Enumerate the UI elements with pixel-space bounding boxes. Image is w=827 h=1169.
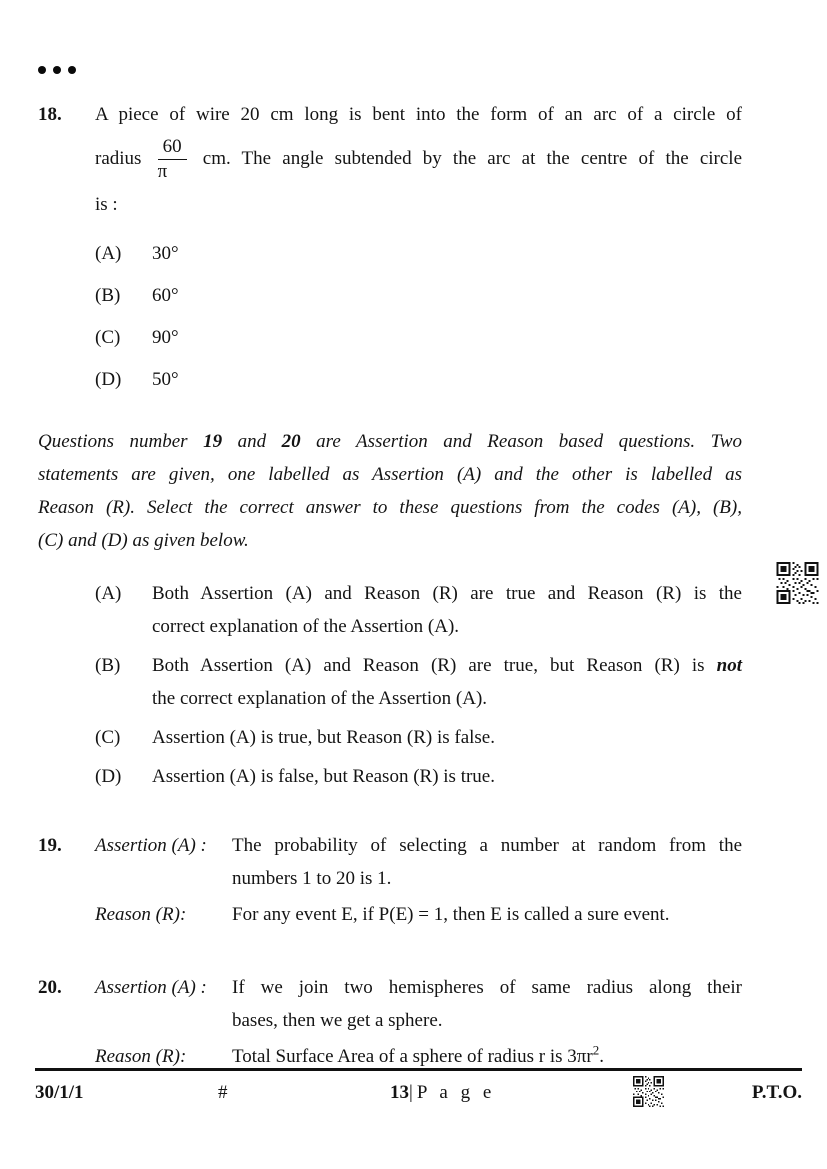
option-label: (A) [95,242,122,264]
qr-code-icon [632,1076,665,1107]
code-label: (B) [95,654,121,676]
bold-question-number: 20 [281,430,301,452]
assertion-text-line: numbers 1 to 20 is 1. [232,867,392,889]
code-item-d [95,760,742,793]
reason-label: Reason (R): [95,903,187,925]
option-row [95,359,742,401]
option-value: 30° [152,242,179,264]
option-label: (C) [95,326,121,348]
code-item-a [95,577,742,643]
page-number: 13 [390,1082,409,1103]
page-marker-dots-icon [38,58,742,68]
page-separator: | [409,1082,413,1103]
assertion-text-line: The probability of selecting a number at random from the [232,834,742,856]
instruction-line: (C) and (D) as given below. [38,529,249,551]
assertion-row [95,971,742,1037]
question-19 [38,829,742,931]
code-label: (A) [95,582,122,604]
question-text-segment: radius [95,147,142,169]
assertion-text-line: If we join two hemispheres of same radius along their [232,976,742,998]
code-label: (D) [95,765,122,787]
code-text-segment: Both Assertion (A) and Reason (R) are true, but Reason (R) is [152,654,717,676]
question-text-segment: cm. The angle subtended by the arc at the centre of the circle [202,147,743,169]
qr-code-icon [775,562,820,604]
option-label: (D) [95,368,122,390]
question-text-line: A piece of wire 20 cm long is bent into the form of an arc of a circle of [95,104,742,125]
fraction-numerator: 60 [158,137,187,160]
instruction-segment: are Assertion and Reason based questions. Two [300,430,742,452]
question-20 [38,971,742,1073]
fraction [158,137,187,182]
code-text-line: Assertion (A) is false, but Reason (R) is true. [152,765,495,787]
paper-code: 30/1/1 [35,1082,84,1103]
question-number: 18. [38,104,62,125]
code-text-line: correct explanation of the Assertion (A). [152,615,460,637]
emphasized-not: not [716,654,742,676]
question-text-line: is : [95,193,118,215]
page-footer [35,1068,802,1114]
instruction-line: statements are given, one labelled as Assertion (A) and the other is labelled as [38,463,742,485]
reason-label: Reason (R): [95,1045,187,1067]
question-number: 19. [38,834,62,856]
pto-label: P.T.O. [751,1082,802,1103]
option-value: 90° [152,326,179,348]
options-list [95,233,742,401]
question-number: 20. [38,976,62,998]
code-text-line [152,649,742,682]
fraction-denominator: π [157,160,168,182]
reason-text-segment: Total Surface Area of a sphere of radius r is 3πr [232,1045,593,1067]
question-18 [38,98,742,401]
code-item-b [95,649,742,715]
instruction-segment: and [222,430,282,452]
option-row [95,233,742,275]
code-text-line: Both Assertion (A) and Reason (R) are true and Reason (R) is the [152,582,742,604]
assertion-text-line: bases, then we get a sphere. [232,1009,443,1031]
option-row [95,317,742,359]
question-text-line [95,131,742,188]
assertion-label: Assertion (A) : [95,834,207,856]
answer-codes-list [38,577,742,793]
option-label: (B) [95,284,121,306]
reason-text-segment: . [599,1045,604,1067]
code-text-line: Assertion (A) is true, but Reason (R) is false. [152,726,495,748]
hash-mark: # [218,1082,228,1103]
option-row [95,275,742,317]
code-item-c [95,721,742,754]
exponent: 2 [592,1042,600,1058]
instruction-line [38,425,742,458]
option-value: 60° [152,284,179,306]
page-word: P a g e [416,1082,496,1103]
instruction-line: Reason (R). Select the correct answer to these questions from the codes (A), (B), [38,496,742,518]
option-value: 50° [152,368,179,390]
bold-question-number: 19 [203,430,223,452]
page-indicator [390,1082,495,1104]
code-text-line: the correct explanation of the Assertion (A). [152,687,488,709]
assertion-reason-instruction [38,425,742,557]
reason-row [95,898,742,931]
code-label: (C) [95,726,121,748]
reason-text-line: For any event E, if P(E) = 1, then E is called a sure event. [232,903,670,925]
assertion-row [95,829,742,895]
instruction-segment: Questions number [38,430,204,452]
assertion-label: Assertion (A) : [95,976,207,998]
